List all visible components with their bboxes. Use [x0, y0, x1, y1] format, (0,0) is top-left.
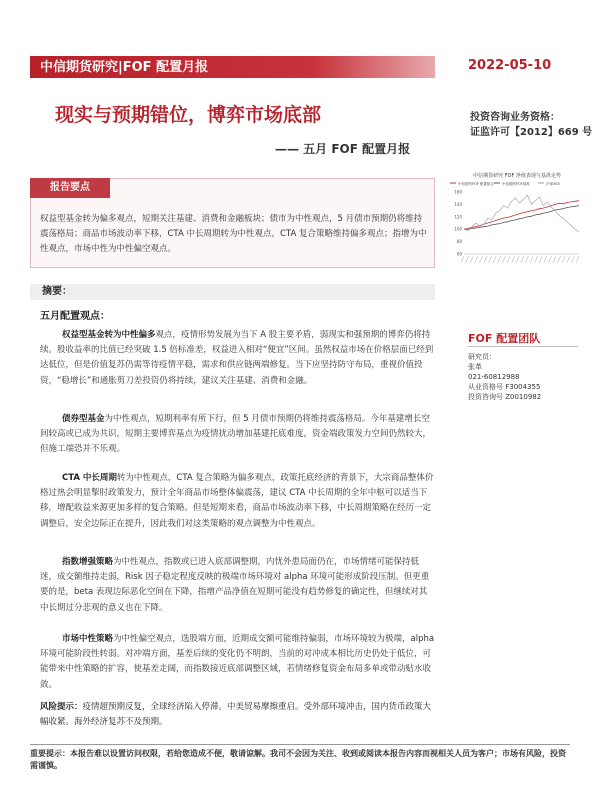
x-tick — [512, 256, 515, 263]
x-tick — [576, 256, 579, 263]
series-line — [464, 201, 579, 230]
y-tick-label: 100 — [454, 226, 462, 232]
x-tick — [475, 256, 478, 263]
x-tick — [525, 256, 528, 263]
disclaimer-divider — [30, 744, 570, 745]
x-tick — [470, 256, 473, 263]
x-tick — [535, 256, 538, 263]
paragraph-lead: 债券型基金 — [62, 414, 105, 424]
disclaimer: 重要提示：本报告难以设置访问权限，若给您造成不便，敬请谅解。我司不会因为关注、收到或阅读本报告内容而视相关人员为客户；市场有风险，投资需谨慎。 — [30, 749, 566, 770]
risk-label: 风险提示： — [40, 702, 83, 712]
y-tick-label: 80 — [456, 239, 462, 245]
x-tick — [571, 256, 574, 263]
team-divider — [468, 346, 578, 347]
x-tick — [489, 256, 492, 263]
legend-label: 沪深300 — [546, 182, 560, 186]
x-tick — [507, 256, 510, 263]
researcher-phone: 021-60812988 — [468, 373, 520, 381]
x-tick — [484, 256, 487, 263]
x-tick — [479, 256, 482, 263]
summary-tag: 报告要点 — [30, 178, 110, 198]
x-tick — [558, 256, 561, 263]
paragraph-body: 为中性观点，指数或已进入底部调整期，内忧外患局面仍在，市场情绪可能保持低迷，成交额维持走弱，Risk 因子稳定程度反映的极端市场环境对 alpha 环境可能形成阶段压制。但更重要的是，beta 表现边际恶化空间在下降，指增产品净值在短期可能没有趋势修复的确定性，但继续对其中长期过分悲观的意义也在下降。 — [40, 557, 430, 613]
performance-chart — [448, 178, 583, 278]
y-tick-label: 160 — [454, 189, 462, 195]
researcher-label: 研究员： — [468, 353, 496, 361]
x-tick — [521, 256, 524, 263]
paragraph-cta — [40, 471, 435, 532]
report-subtitle: —— 五月 FOF 配置月报 — [275, 142, 411, 156]
paragraph-equity — [40, 328, 435, 389]
y-tick-label: 60 — [456, 251, 462, 257]
paragraph-body: 为中性偏空观点，选股端方面，近期成交额可能维持偏弱，市场环境较为极端，alpha 环境可能阶段性转弱。对冲端方面，基差后续的变化仍不明朗，当前的对冲成本相比历史仍处于低位，可能带来中性策略的扩容，使基差走阔，而指数接近底部调整区域，若情绪修复资金布局多单或带动贴水收敛。 — [40, 634, 435, 690]
x-tick — [498, 256, 501, 263]
x-tick — [562, 256, 565, 263]
qualification-line2: 证监许可【2012】669 号 — [470, 127, 593, 138]
paragraph-body: 为中性观点，短期利率有所下行，但 5 月债市预期仍将维持震荡格局。今年基建增长空间较高或已成为共识，短期主要博弈基点为疫情扰动增加基建托底难度，资金端政策发力空间仍然较大，但施工端恐并不乐观。 — [40, 414, 432, 455]
x-tick — [567, 256, 570, 263]
legend-label: 中信期货FOF基准 — [502, 182, 530, 186]
x-tick — [553, 256, 556, 263]
y-tick-label: 120 — [454, 214, 462, 220]
x-tick — [493, 256, 496, 263]
header-band — [30, 56, 435, 78]
paragraph-lead: CTA 中长周期 — [62, 473, 117, 483]
chart-title: 中信期货研究 FOF 净值表现与基准走势 — [473, 173, 561, 179]
report-title: 现实与预期错位，博弈市场底部 — [55, 104, 322, 126]
x-tick — [548, 256, 551, 263]
x-tick — [502, 256, 505, 263]
researcher-license2: 投资咨询号 Z0010982 — [468, 393, 542, 401]
summary-text: 权益型基金转为偏多观点，短期关注基建、消费和金融板块；债市为中性观点，5 月债市预期仍将维持震荡格局；商品市场波动率下移，CTA 中长周期转为中性观点，CTA 复合策略维持偏多观点；指增为中性观点，市场中性为中性偏空观点。 — [40, 214, 427, 254]
x-tick — [539, 256, 542, 263]
x-tick — [544, 256, 547, 263]
legend-label: 中信期货FOF 配置组合 — [458, 182, 494, 186]
paragraph-bond — [40, 412, 435, 458]
researcher-name: 张革 — [468, 363, 482, 371]
header-brand: 中信期货研究|FOF 配置月报 — [40, 60, 209, 75]
researcher-license1: 从业资格号 F3004355 — [468, 383, 541, 391]
qualification-line1: 投资咨询业务资格： — [470, 112, 560, 123]
x-tick — [461, 256, 464, 263]
paragraph-lead: 市场中性策略 — [62, 634, 114, 644]
abstract-label: 摘要： — [30, 284, 435, 300]
report-date: 2022-05-10 — [468, 58, 552, 73]
x-tick — [466, 256, 469, 263]
paragraph-body: 观点，疫情形势发展为当下 A 股主要矛盾，弱现实和强预期的博弈仍将持续。股收益率的比值已经突破 1.5 倍标准差，权益进入相对“便宜”区间。虽然权益市场在价格层面已经到达低位，但是价值复苏仍需等待疫情平稳，需求和供应链两端修复。当下应坚持防守布局，重视价值投资，“稳增长”和通胀剪刀差投资仍将持续，建议关注基建、消费和金融。 — [40, 330, 434, 386]
paragraph-body: 转为中性观点，CTA 复合策略为偏多观点，政策托底经济的背景下，大宗商品整体价格过热会明显掣肘政策发力，预计全年商品市场整体偏震荡，建议 CTA 中长周期的全年中枢可以适当下移，增配收益来源更加多样的复合策略。但是短期来看，商品市场波动率下移，中长周期策略在经历一定调整后，安全边际正在提升，因此我们对这类策略的观点调整为中性观点。 — [40, 473, 434, 529]
team-title: FOF 配置团队 — [468, 332, 541, 345]
x-tick — [516, 256, 519, 263]
paragraph-index-enhanced — [40, 555, 435, 616]
section-title: 五月配置观点： — [40, 311, 110, 322]
risk-warning — [40, 700, 435, 730]
paragraph-market-neutral — [40, 632, 435, 693]
team-info — [468, 352, 541, 402]
risk-text: 疫情超预期反复，全球经济陷入停滞。中美贸易摩擦重启。受外部环境冲击，国内货币政策大幅收紧。海外经济复苏不及预期。 — [40, 702, 432, 727]
paragraph-lead: 指数增强策略 — [62, 557, 114, 567]
y-tick-label: 140 — [454, 201, 462, 207]
x-tick — [530, 256, 533, 263]
paragraph-lead: 权益型基金转为中性偏多 — [62, 330, 156, 340]
